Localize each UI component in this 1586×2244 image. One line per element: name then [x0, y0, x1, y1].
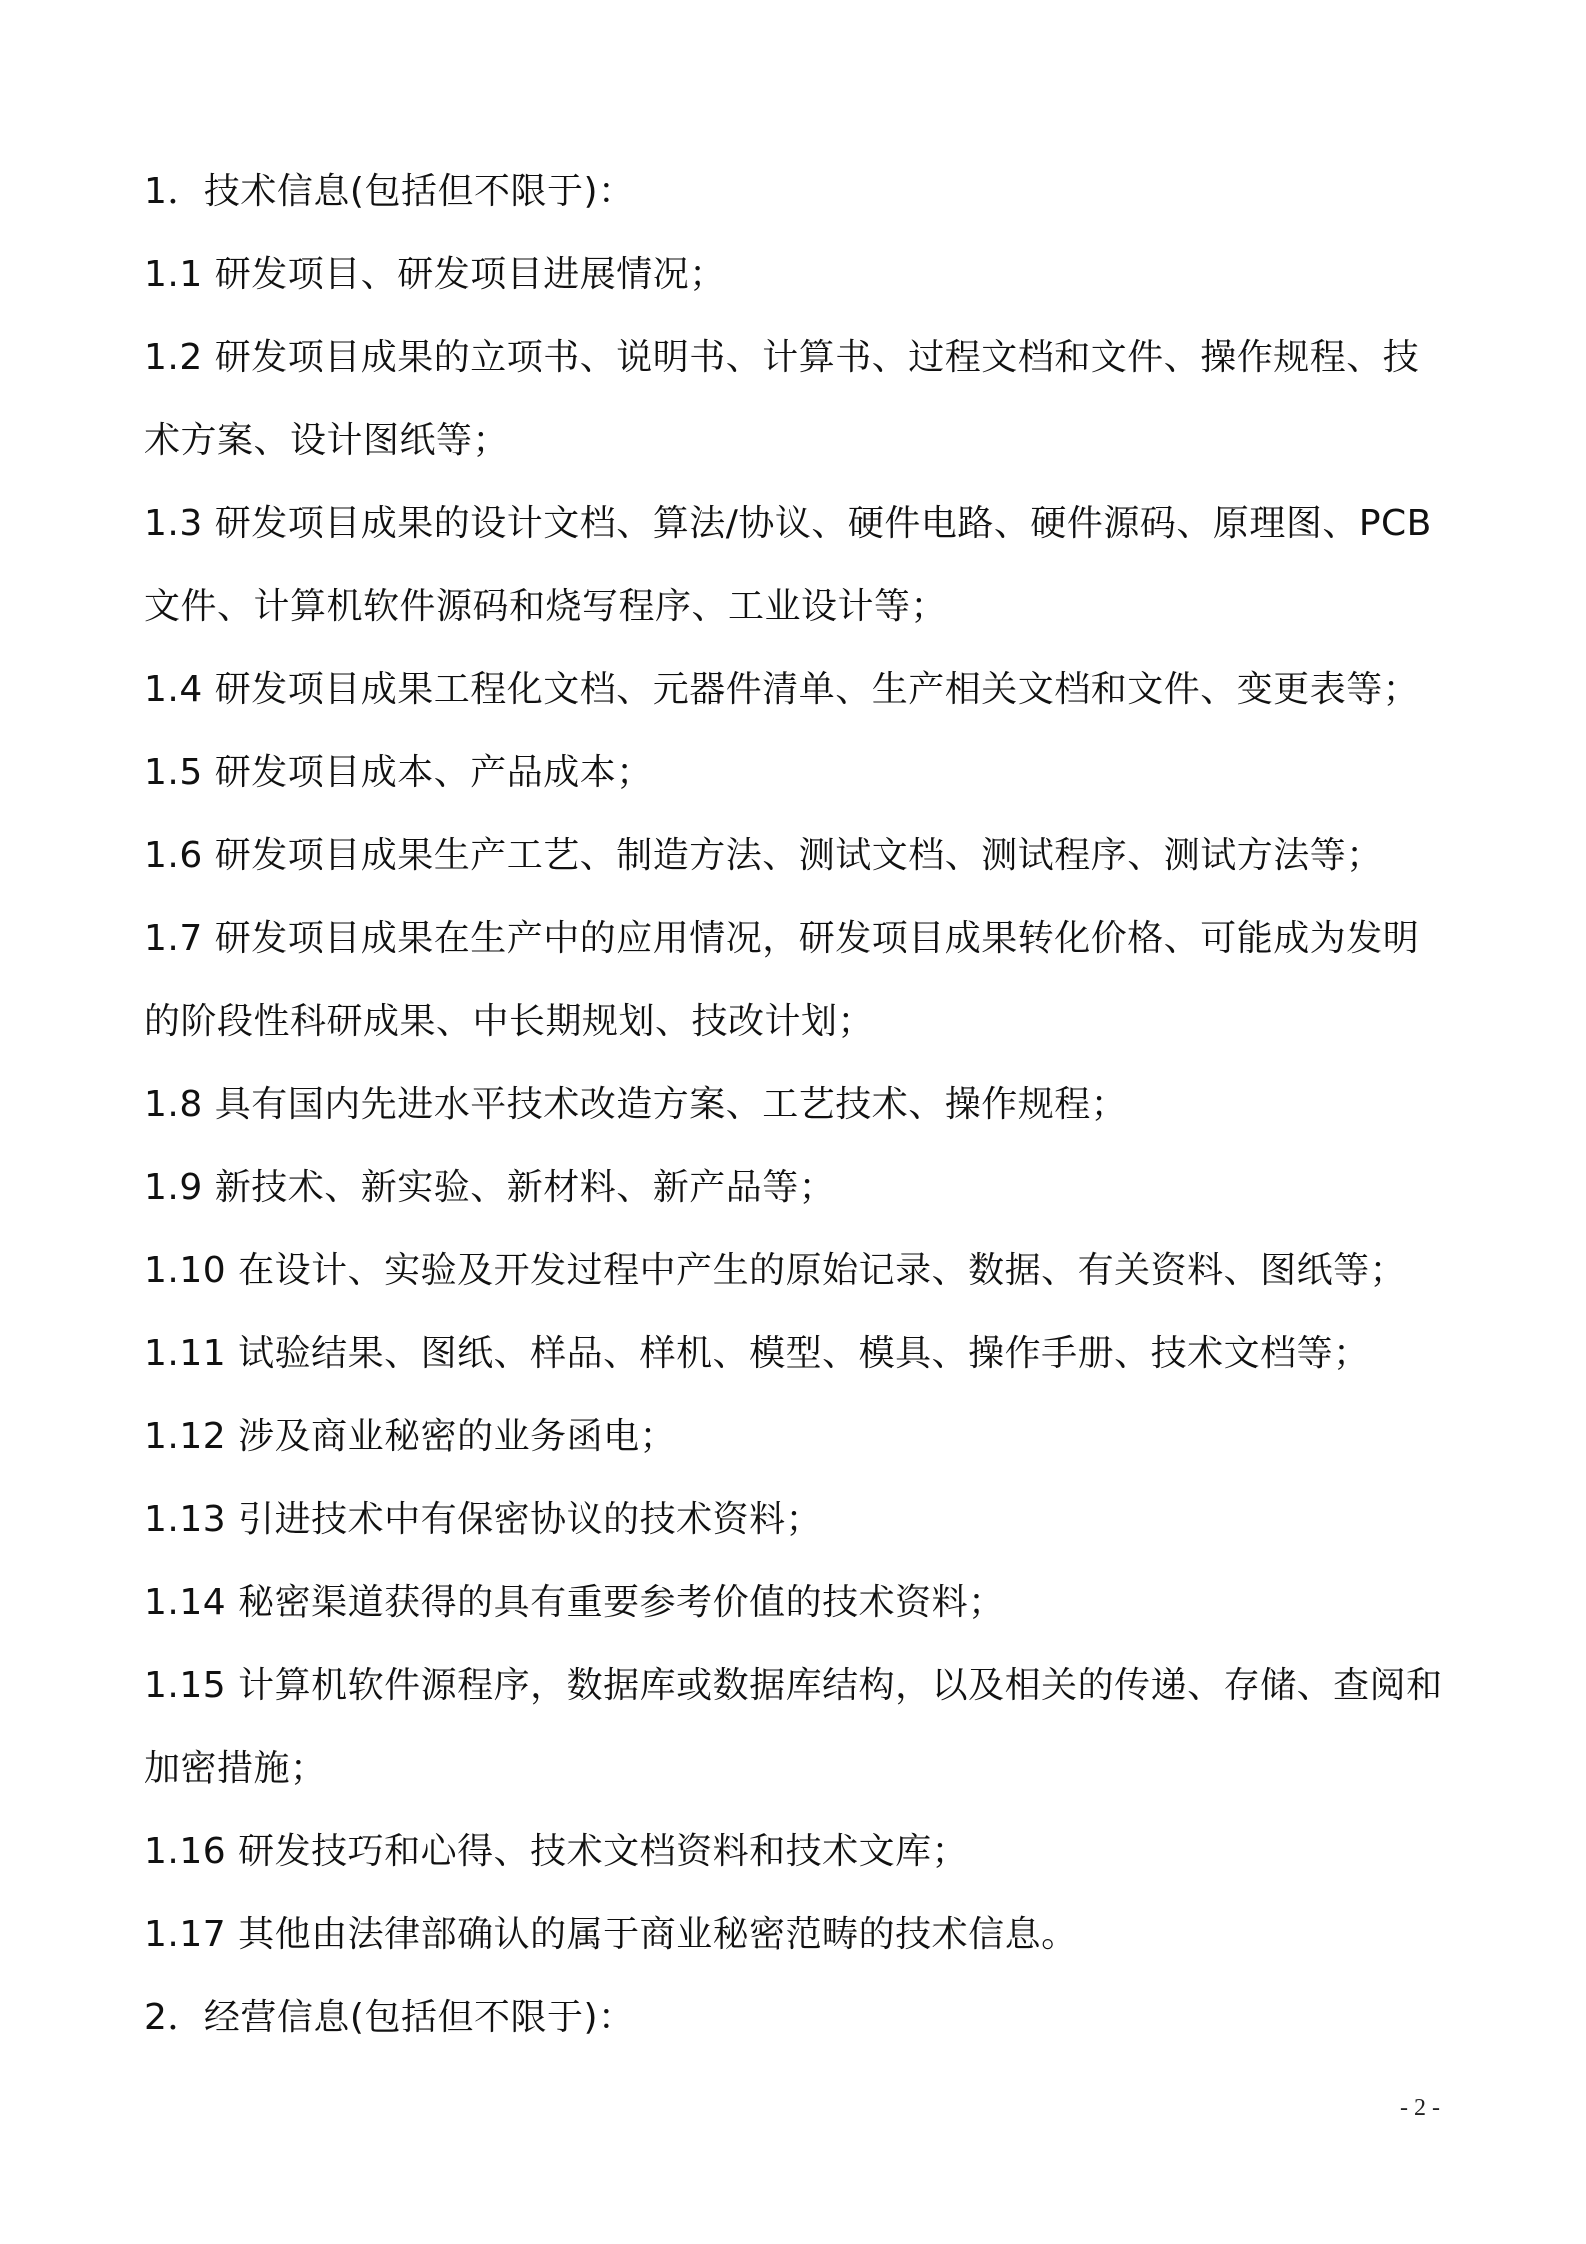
section-heading-technical-info: 1．技术信息(包括但不限于)：	[144, 171, 635, 212]
list-item-1-3-continued: 文件、计算机软件源码和烧写程序、工业设计等；	[144, 586, 948, 627]
list-item-1-5: 1.5 研发项目成本、产品成本；	[144, 752, 653, 793]
page-number: - 2 -	[1400, 2095, 1440, 2121]
list-item-1-14: 1.14 秘密渠道获得的具有重要参考价值的技术资料；	[144, 1582, 1005, 1623]
list-item-1-10: 1.10 在设计、实验及开发过程中产生的原始记录、数据、有关资料、图纸等；	[144, 1250, 1407, 1291]
list-item-1-7: 1.7 研发项目成果在生产中的应用情况，研发项目成果转化价格、可能成为发明	[144, 918, 1420, 959]
list-item-1-4: 1.4 研发项目成果工程化文档、元器件清单、生产相关文档和文件、变更表等；	[144, 669, 1420, 710]
list-item-1-3: 1.3 研发项目成果的设计文档、算法/协议、硬件电路、硬件源码、原理图、PCB	[144, 503, 1432, 544]
list-item-1-1: 1.1 研发项目、研发项目进展情况；	[144, 254, 726, 295]
list-item-1-9: 1.9 新技术、新实验、新材料、新产品等；	[144, 1167, 836, 1208]
list-item-1-7-continued: 的阶段性科研成果、中长期规划、技改计划；	[144, 1001, 875, 1042]
list-item-1-15: 1.15 计算机软件源程序，数据库或数据库结构，以及相关的传递、存储、查阅和	[144, 1665, 1443, 1706]
list-item-1-13: 1.13 引进技术中有保密协议的技术资料；	[144, 1499, 823, 1540]
list-item-1-15-continued: 加密措施；	[144, 1748, 327, 1789]
list-item-1-11: 1.11 试验结果、图纸、样品、样机、模型、模具、操作手册、技术文档等；	[144, 1333, 1370, 1374]
list-item-1-2: 1.2 研发项目成果的立项书、说明书、计算书、过程文档和文件、操作规程、技	[144, 337, 1420, 378]
list-item-1-2-continued: 术方案、设计图纸等；	[144, 420, 510, 461]
list-item-1-8: 1.8 具有国内先进水平技术改造方案、工艺技术、操作规程；	[144, 1084, 1128, 1125]
list-item-1-17: 1.17 其他由法律部确认的属于商业秘密范畴的技术信息。	[144, 1914, 1078, 1955]
document-body	[144, 150, 1454, 2059]
list-item-1-12: 1.12 涉及商业秘密的业务函电；	[144, 1416, 677, 1457]
list-item-1-6: 1.6 研发项目成果生产工艺、制造方法、测试文档、测试程序、测试方法等；	[144, 835, 1383, 876]
list-item-1-16: 1.16 研发技巧和心得、技术文档资料和技术文库；	[144, 1831, 969, 1872]
section-heading-business-info: 2．经营信息(包括但不限于)：	[144, 1997, 635, 2038]
